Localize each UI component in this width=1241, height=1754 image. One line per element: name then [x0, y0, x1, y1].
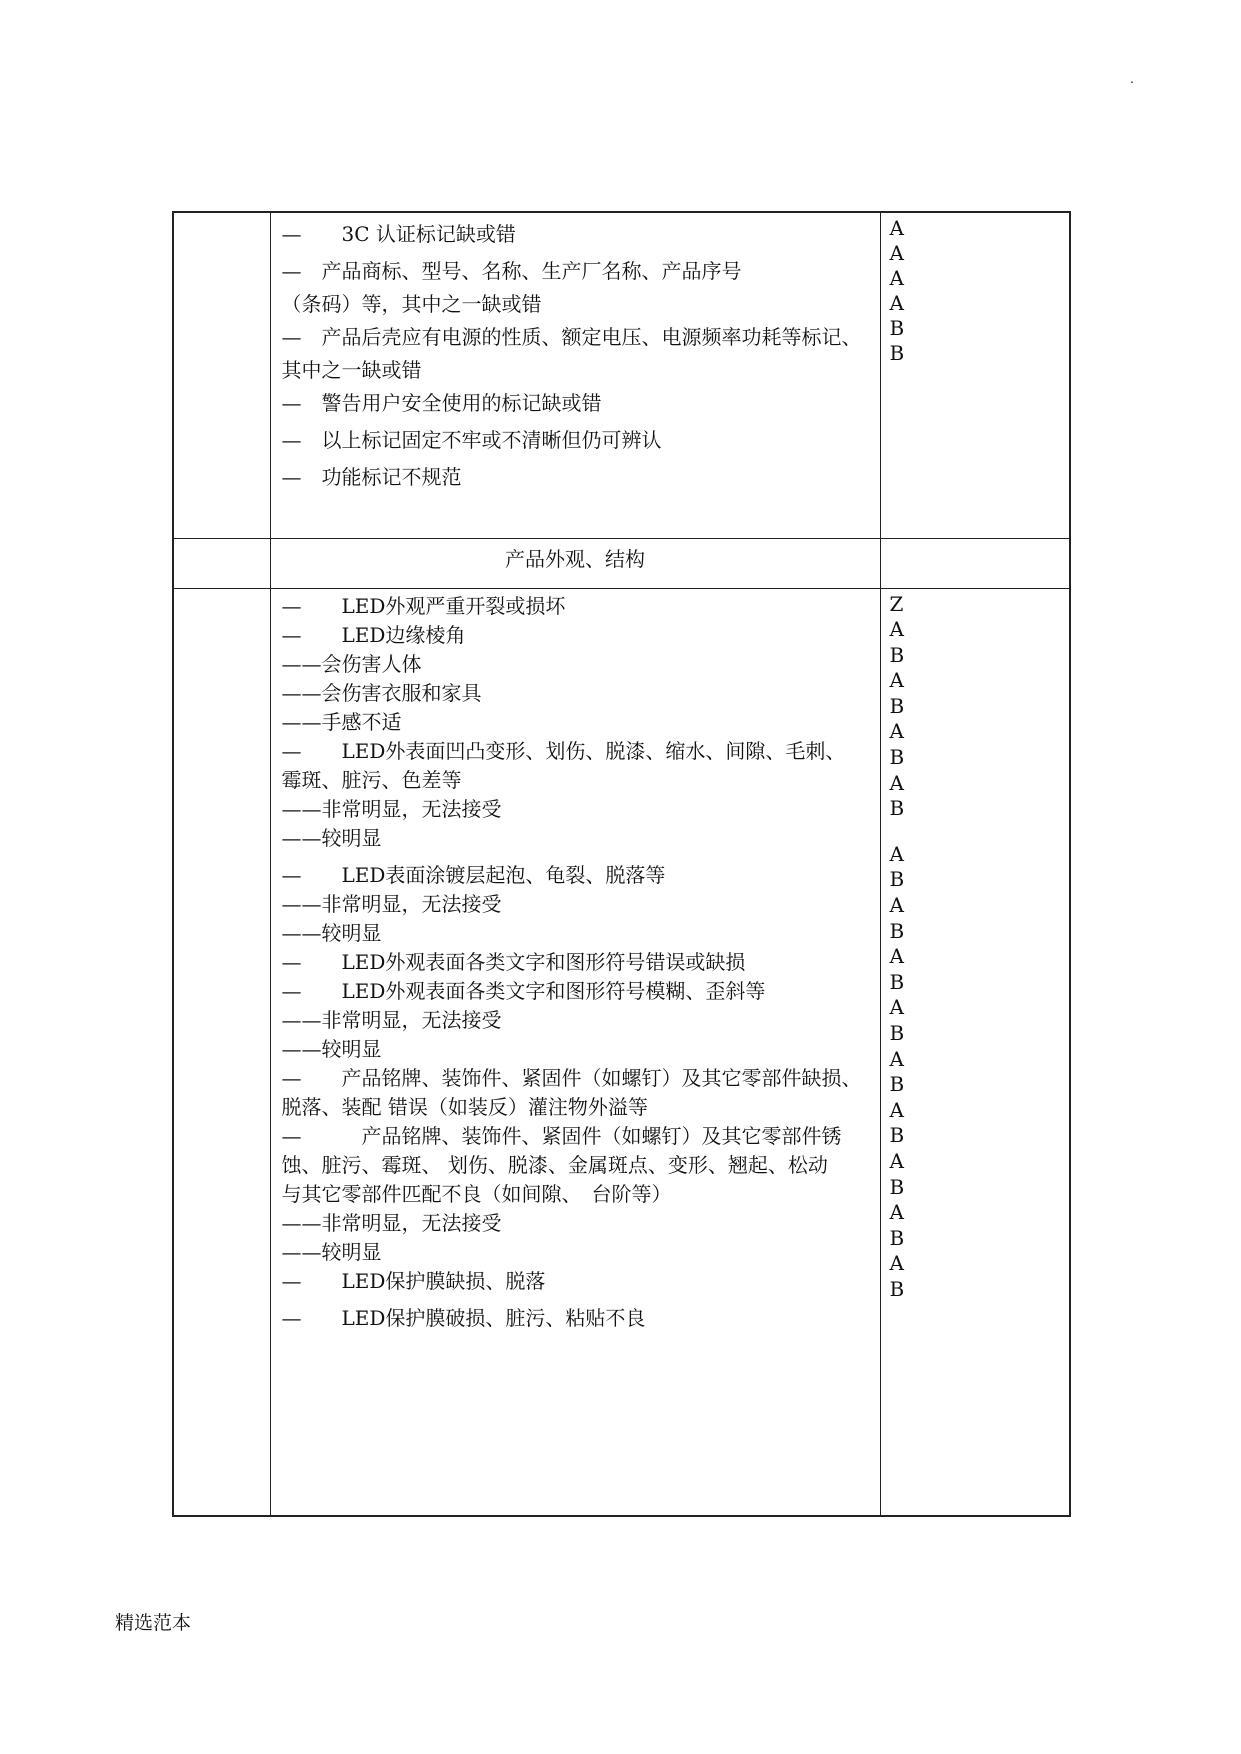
grade-label: B — [889, 796, 905, 821]
category-cell — [173, 538, 270, 588]
grade-label: B — [889, 642, 905, 667]
table-row-marking — [173, 212, 1070, 538]
list-item: ——手感不适 — [281, 709, 402, 734]
grade-label: B — [889, 316, 905, 340]
list-item: （条码）等，其中之一缺或错 — [281, 292, 542, 316]
section-title-cell — [270, 538, 880, 588]
grade-label: B — [889, 969, 905, 994]
grade-label: Z — [889, 591, 904, 616]
list-item: — 功能标记不规范 — [281, 465, 462, 489]
grade-label: A — [889, 1097, 904, 1122]
grade-label: A — [889, 841, 904, 866]
grade-label: B — [889, 1021, 905, 1045]
list-item: ——较明显 — [281, 1036, 382, 1061]
list-item: — LED表面涂镀层起泡、龟裂、脱落等 — [281, 862, 666, 887]
grade-label: A — [889, 617, 904, 642]
list-item: 脱落、装配 错误（如装反）灌注物外溢等 — [281, 1094, 648, 1119]
list-item: — LED边缘棱角 — [281, 622, 466, 647]
grade-label: B — [889, 918, 905, 943]
grade-label: A — [889, 893, 904, 918]
footer-text: 精选范本 — [115, 1612, 192, 1634]
table-row-section — [173, 538, 1070, 588]
grade-label: B — [889, 1174, 905, 1199]
grade-label: B — [889, 1225, 905, 1250]
list-item: ——非常明显，无法接受 — [281, 796, 502, 821]
grade-label: A — [889, 1251, 904, 1276]
grade-label: B — [889, 745, 905, 770]
corner-mark: . — [1130, 72, 1134, 86]
list-item: — 以上标记固定不牢或不清晰但仍可辨认 — [281, 428, 662, 452]
grade-label: A — [889, 995, 904, 1020]
list-item: 蚀、脏污、霉斑、 划伤、脱漆、金属斑点、变形、翘起、松动 — [281, 1152, 828, 1177]
category-cell — [173, 588, 270, 1516]
grade-label: A — [889, 1200, 904, 1225]
table-row-appearance — [173, 588, 1070, 1516]
grade-label: A — [889, 266, 904, 290]
grade-cell — [880, 538, 1070, 588]
grade-label: A — [889, 216, 904, 240]
list-item: — LED外观表面各类文字和图形符号模糊、歪斜等 — [281, 978, 766, 1003]
section-title: 产品外观、结构 — [505, 546, 645, 571]
grade-label: A — [889, 291, 904, 315]
list-item: ——非常明显，无法接受 — [281, 1210, 502, 1235]
list-item: — 3C 认证标记缺或错 — [281, 222, 516, 246]
list-item: — 产品商标、型号、名称、生产厂名称、产品序号 — [281, 259, 742, 283]
list-item: — 警告用户安全使用的标记缺或错 — [281, 391, 602, 415]
grade-label: B — [889, 341, 905, 365]
inspection-table — [172, 211, 1071, 1517]
list-item: ——会伤害衣服和家具 — [281, 680, 482, 705]
list-item: — LED外表面凹凸变形、划伤、脱漆、缩水、间隙、毛刺、 — [281, 738, 846, 763]
grade-cell — [880, 588, 1070, 1516]
list-item: — 产品铭牌、装饰件、紧固件（如螺钉）及其它零部件锈 — [281, 1123, 842, 1148]
list-item: 其中之一缺或错 — [281, 358, 422, 382]
description-cell — [270, 588, 880, 1516]
grade-label: A — [889, 668, 904, 693]
category-cell — [173, 212, 270, 538]
grade-label: A — [889, 241, 904, 265]
grade-label: A — [889, 1046, 904, 1071]
list-item: ——会伤害人体 — [281, 651, 422, 676]
grade-label: A — [889, 944, 904, 969]
list-item: ——较明显 — [281, 920, 382, 945]
list-item: ——较明显 — [281, 825, 382, 850]
grade-label: A — [889, 719, 904, 744]
list-item: — 产品后壳应有电源的性质、额定电压、电源频率功耗等标记、 — [281, 325, 862, 349]
grade-cell — [880, 212, 1070, 538]
grade-label: A — [889, 1148, 904, 1173]
description-cell — [270, 212, 880, 538]
grade-label: B — [889, 1276, 905, 1301]
list-item: — LED外观表面各类文字和图形符号错误或缺损 — [281, 949, 746, 974]
list-item: — LED外观严重开裂或损坏 — [281, 593, 566, 618]
grade-label: B — [889, 1072, 905, 1097]
list-item: ——非常明显，无法接受 — [281, 891, 502, 916]
list-item: — LED保护膜破损、脏污、粘贴不良 — [281, 1305, 646, 1330]
list-item: 霉斑、脏污、色差等 — [281, 767, 462, 792]
list-item: — LED保护膜缺损、脱落 — [281, 1268, 546, 1293]
grade-label: B — [889, 693, 905, 718]
list-item: ——非常明显，无法接受 — [281, 1007, 502, 1032]
list-item: — 产品铭牌、装饰件、紧固件（如螺钉）及其它零部件缺损、 — [281, 1065, 862, 1090]
grade-label: A — [889, 770, 904, 795]
grade-label: B — [889, 1123, 905, 1148]
list-item: ——较明显 — [281, 1239, 382, 1264]
list-item: 与其它零部件匹配不良（如间隙、 台阶等） — [281, 1181, 672, 1206]
grade-label: B — [889, 867, 905, 892]
